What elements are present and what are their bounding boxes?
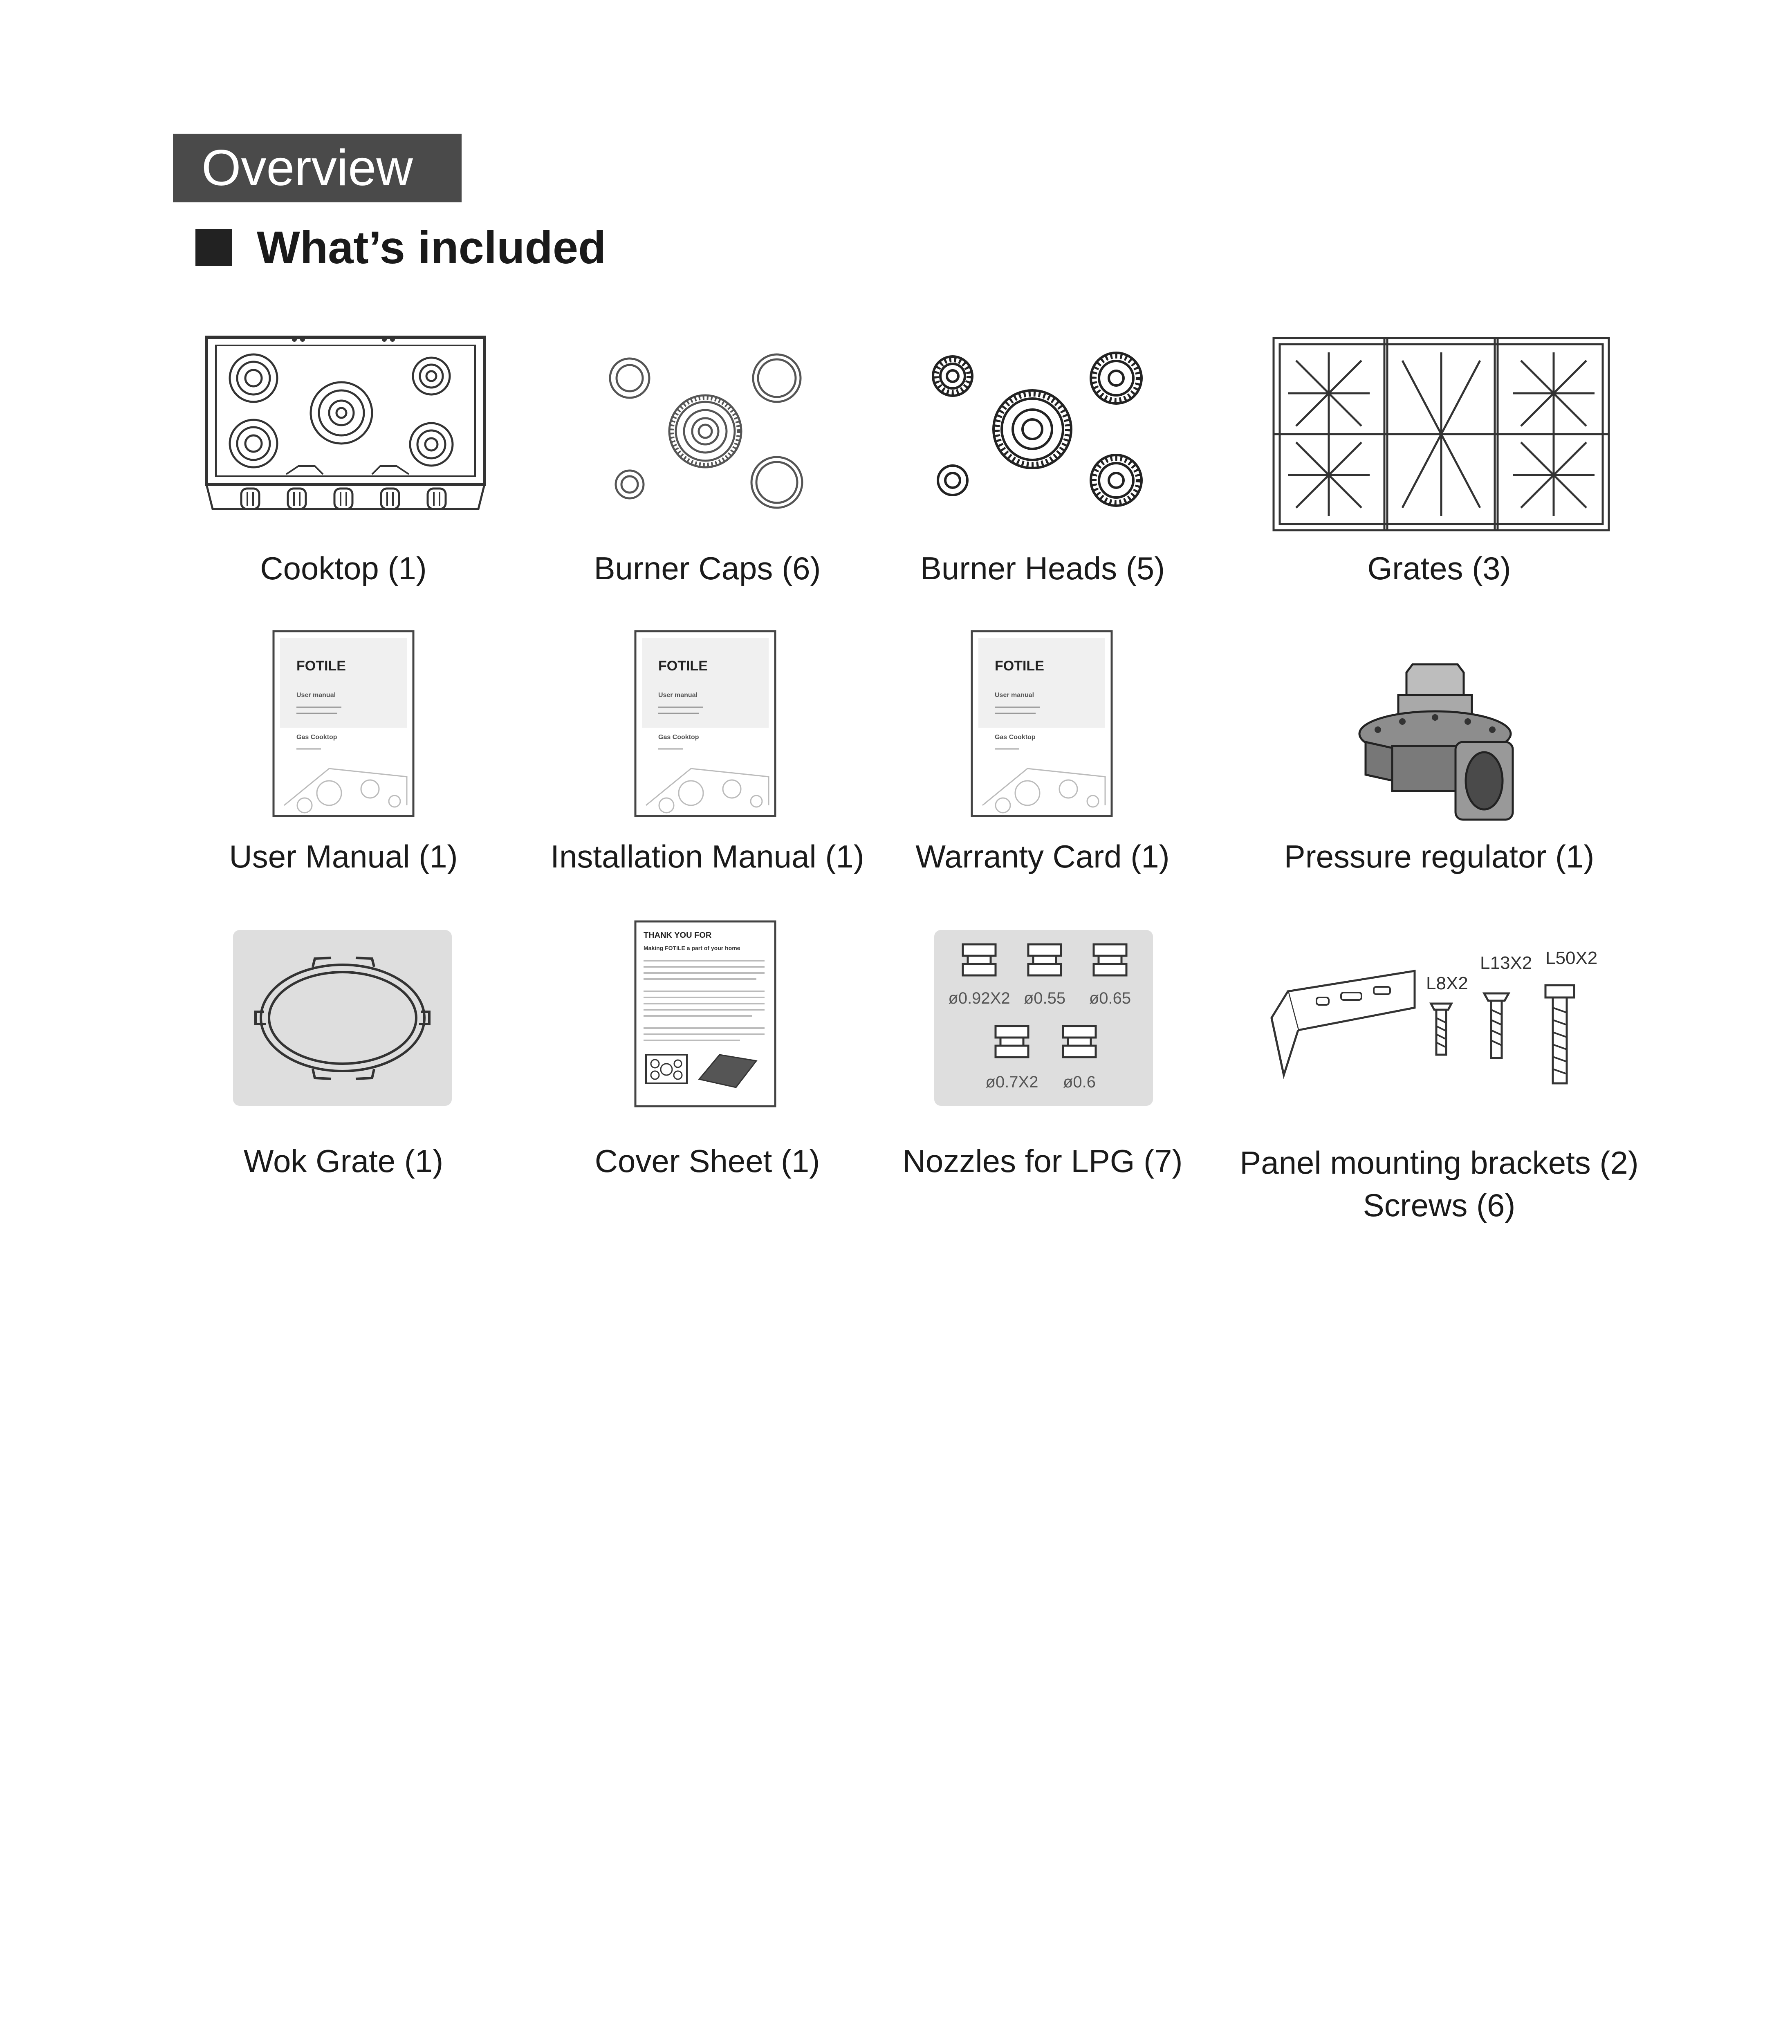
item-label: Pressure regulator (1)	[1284, 838, 1595, 874]
item-label: Grates (3)	[1367, 550, 1511, 586]
subheading-text: What’s included	[257, 222, 606, 273]
nozzle-size: ø0.7X2	[985, 1073, 1038, 1091]
subheading	[195, 217, 606, 278]
cover-sheet-illustration	[634, 920, 777, 1108]
manual-title: User manual	[995, 692, 1034, 699]
screw-size: L13X2	[1480, 953, 1532, 973]
screw-size: L50X2	[1545, 948, 1598, 968]
nozzles-illustration	[934, 930, 1153, 1106]
item-label: Cover Sheet (1)	[594, 1143, 820, 1179]
item-label: Burner Heads (5)	[920, 550, 1165, 586]
grates-illustration	[1272, 336, 1611, 532]
item-label: Wok Grate (1)	[243, 1143, 444, 1179]
bullet-square-icon	[195, 229, 232, 266]
item-label: Warranty Card (1)	[915, 838, 1170, 874]
installation-manual-illustration	[634, 630, 777, 818]
manual-product: Gas Cooktop	[995, 734, 1036, 741]
item-label: User Manual (1)	[229, 838, 458, 874]
item-label: Burner Caps (6)	[594, 550, 821, 586]
burner-heads-illustration	[926, 350, 1147, 513]
cover-heading: THANK YOU FOR	[644, 931, 712, 940]
warranty-card-illustration	[970, 630, 1113, 818]
nozzle-size: ø0.55	[1023, 989, 1066, 1007]
nozzle-size: ø0.6	[1063, 1073, 1096, 1091]
manual-title: User manual	[296, 692, 336, 699]
wok-grate-illustration	[233, 930, 452, 1106]
cooktop-illustration	[204, 333, 487, 529]
manual-product: Gas Cooktop	[658, 734, 699, 741]
manual-brand: FOTILE	[296, 658, 346, 674]
manual-brand: FOTILE	[658, 658, 708, 674]
screw-size: L8X2	[1426, 973, 1468, 993]
brackets-screws-illustration	[1259, 936, 1603, 1108]
cover-subheading: Making FOTILE a part of your home	[644, 945, 740, 951]
user-manual-illustration	[272, 630, 415, 818]
item-label: Installation Manual (1)	[550, 838, 864, 874]
pressure-regulator-illustration	[1353, 660, 1517, 822]
item-label-secondary: Screws (6)	[1363, 1187, 1516, 1223]
nozzle-size: ø0.92X2	[948, 989, 1010, 1007]
item-label: Nozzles for LPG (7)	[902, 1143, 1183, 1179]
manual-title: User manual	[658, 692, 698, 699]
manual-brand: FOTILE	[995, 658, 1044, 674]
item-label: Cooktop (1)	[260, 550, 427, 586]
manual-product: Gas Cooktop	[296, 734, 337, 741]
burner-caps-illustration	[601, 350, 818, 513]
item-label: Panel mounting brackets (2)	[1240, 1145, 1639, 1181]
nozzle-size: ø0.65	[1089, 989, 1131, 1007]
section-tag: Overview	[173, 134, 462, 202]
